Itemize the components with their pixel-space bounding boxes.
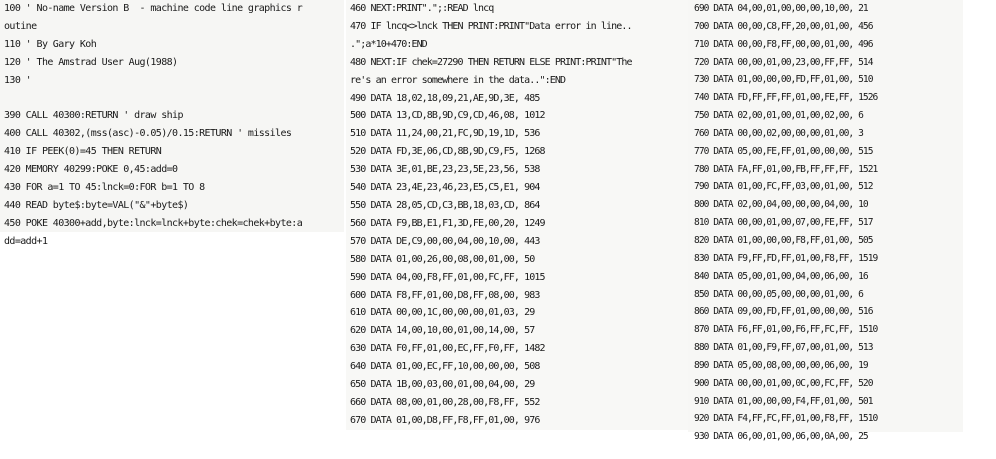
code-line: 420 MEMORY 40299:POKE 0,45:add=0 [4, 164, 178, 176]
code-line: dd=add+1 [4, 235, 48, 247]
code-line: 390 CALL 40300:RETURN ' draw ship [4, 110, 183, 122]
code-line: 750 DATA 02,00,01,00,01,00,02,00, 6 [694, 110, 863, 122]
code-line: 610 DATA 00,00,1C,00,00,00,01,03, 29 [350, 307, 535, 319]
code-line: 600 DATA F8,FF,01,00,D8,FF,08,00, 983 [350, 289, 540, 301]
code-line: 510 DATA 11,24,00,21,FC,9D,19,1D, 536 [350, 128, 540, 140]
code-line: 590 DATA 04,00,F8,FF,01,00,FC,FF, 1015 [350, 271, 545, 283]
code-line: 740 DATA FD,FF,FF,FF,01,00,FE,FF, 1526 [694, 92, 878, 104]
code-line: 670 DATA 01,00,D8,FF,F8,FF,01,00, 976 [350, 414, 540, 426]
code-line: 880 DATA 01,00,F9,FF,07,00,01,00, 513 [694, 342, 873, 354]
code-line: 100 ' No-name Version B - machine code line graphics r [4, 3, 303, 14]
code-line: 520 DATA FD,3E,06,CD,8B,9D,C9,F5, 1268 [350, 146, 545, 158]
code-line: 620 DATA 14,00,10,00,01,00,14,00, 57 [350, 325, 535, 337]
code-line: 580 DATA 01,00,26,00,08,00,01,00, 50 [350, 253, 535, 265]
code-line: 780 DATA FA,FF,01,00,FB,FF,FF,FF, 1521 [694, 163, 878, 175]
code-line: 430 FOR a=1 TO 45:lnck=0:FOR b=1 TO 8 [4, 182, 205, 194]
code-line: 840 DATA 05,00,01,00,04,00,06,00, 16 [694, 270, 868, 282]
code-line: 820 DATA 01,00,00,00,F8,FF,01,00, 505 [694, 234, 873, 246]
code-line: 810 DATA 00,00,01,00,07,00,FE,FF, 517 [694, 217, 873, 229]
listing-column-1 [0, 0, 344, 247]
code-line: 130 ' [4, 74, 32, 86]
code-line: 720 DATA 00,00,01,00,23,00,FF,FF, 514 [694, 56, 873, 68]
code-line: 570 DATA DE,C9,00,00,04,00,10,00, 443 [350, 235, 540, 247]
code-line: 910 DATA 01,00,00,00,F4,FF,01,00, 501 [694, 395, 873, 407]
listing-column-2 [346, 0, 690, 430]
code-line: 110 ' By Gary Koh [4, 38, 97, 50]
code-line: 770 DATA 05,00,FE,FF,01,00,00,00, 515 [694, 145, 873, 157]
code-line: 480 NEXT:IF chek=27290 THEN RETURN ELSE PRINT:PRINT"The [350, 56, 632, 68]
code-line: 560 DATA F9,BB,E1,F1,3D,FE,00,20, 1249 [350, 217, 545, 229]
code-line: 120 ' The Amstrad User Aug(1988) [4, 56, 178, 68]
code-line: 410 IF PEEK(0)=45 THEN RETURN [4, 146, 162, 158]
code-line: 890 DATA 05,00,08,00,00,00,06,00, 19 [694, 359, 868, 371]
code-line: 490 DATA 18,02,18,09,21,AE,9D,3E, 485 [350, 92, 540, 104]
code-line: 660 DATA 08,00,01,00,28,00,F8,FF, 552 [350, 396, 540, 408]
code-line: 760 DATA 00,00,02,00,00,00,01,00, 3 [694, 127, 863, 139]
code-line: 440 READ byte$:byte=VAL("&"+byte$) [4, 199, 189, 211]
code-line: 690 DATA 04,00,01,00,00,00,10,00, 21 [694, 3, 868, 14]
code-line: 900 DATA 00,00,01,00,0C,00,FC,FF, 520 [694, 377, 873, 389]
code-line: 400 CALL 40302,(mss(asc)-0.05)/0.15:RETURN ' missiles [4, 128, 292, 140]
code-line: 630 DATA F0,FF,01,00,EC,FF,F0,FF, 1482 [350, 343, 545, 355]
code-line: 470 IF lncq<>lnck THEN PRINT:PRINT"Data error in line.. [350, 20, 632, 32]
code-line: re's an error somewhere in the data..":END [350, 74, 566, 86]
code-line: 710 DATA 00,00,F8,FF,00,00,01,00, 496 [694, 38, 873, 50]
code-line: 850 DATA 00,00,05,00,00,00,01,00, 6 [694, 288, 863, 300]
code-line: 640 DATA 01,00,EC,FF,10,00,00,00, 508 [350, 361, 540, 373]
code-line: 920 DATA F4,FF,FC,FF,01,00,F8,FF, 1510 [694, 413, 878, 425]
code-line: 460 NEXT:PRINT".";:READ lncq [350, 3, 494, 14]
code-line: 530 DATA 3E,01,BE,23,23,5E,23,56, 538 [350, 164, 540, 176]
code-line: 550 DATA 28,05,CD,C3,BB,18,03,CD, 864 [350, 199, 540, 211]
code-line: 540 DATA 23,4E,23,46,23,E5,C5,E1, 904 [350, 182, 540, 194]
code-line: 790 DATA 01,00,FC,FF,03,00,01,00, 512 [694, 181, 873, 193]
code-line: outine [4, 20, 37, 32]
line-gap [0, 90, 344, 108]
code-line: 830 DATA F9,FF,FD,FF,01,00,F8,FF, 1519 [694, 252, 878, 264]
code-line: 650 DATA 1B,00,03,00,01,00,04,00, 29 [350, 379, 535, 391]
code-line: 730 DATA 01,00,00,00,FD,FF,01,00, 510 [694, 74, 873, 86]
code-line: .";a*10+470:END [350, 38, 427, 50]
code-line: 930 DATA 06,00,01,00,06,00,0A,00, 25 [694, 431, 868, 443]
code-line: 860 DATA 09,00,FD,FF,01,00,00,00, 516 [694, 306, 873, 318]
code-line: 870 DATA F6,FF,01,00,F6,FF,FC,FF, 1510 [694, 324, 878, 336]
code-line: 700 DATA 00,00,C8,FF,20,00,01,00, 456 [694, 20, 873, 32]
listing-column-3 [688, 0, 963, 443]
code-line: 450 POKE 40300+add,byte:lnck=lnck+byte:chek=chek+byte:a [4, 217, 303, 229]
code-line: 800 DATA 02,00,04,00,00,00,04,00, 10 [694, 199, 868, 211]
code-line: 500 DATA 13,CD,8B,9D,C9,CD,46,08, 1012 [350, 110, 545, 122]
